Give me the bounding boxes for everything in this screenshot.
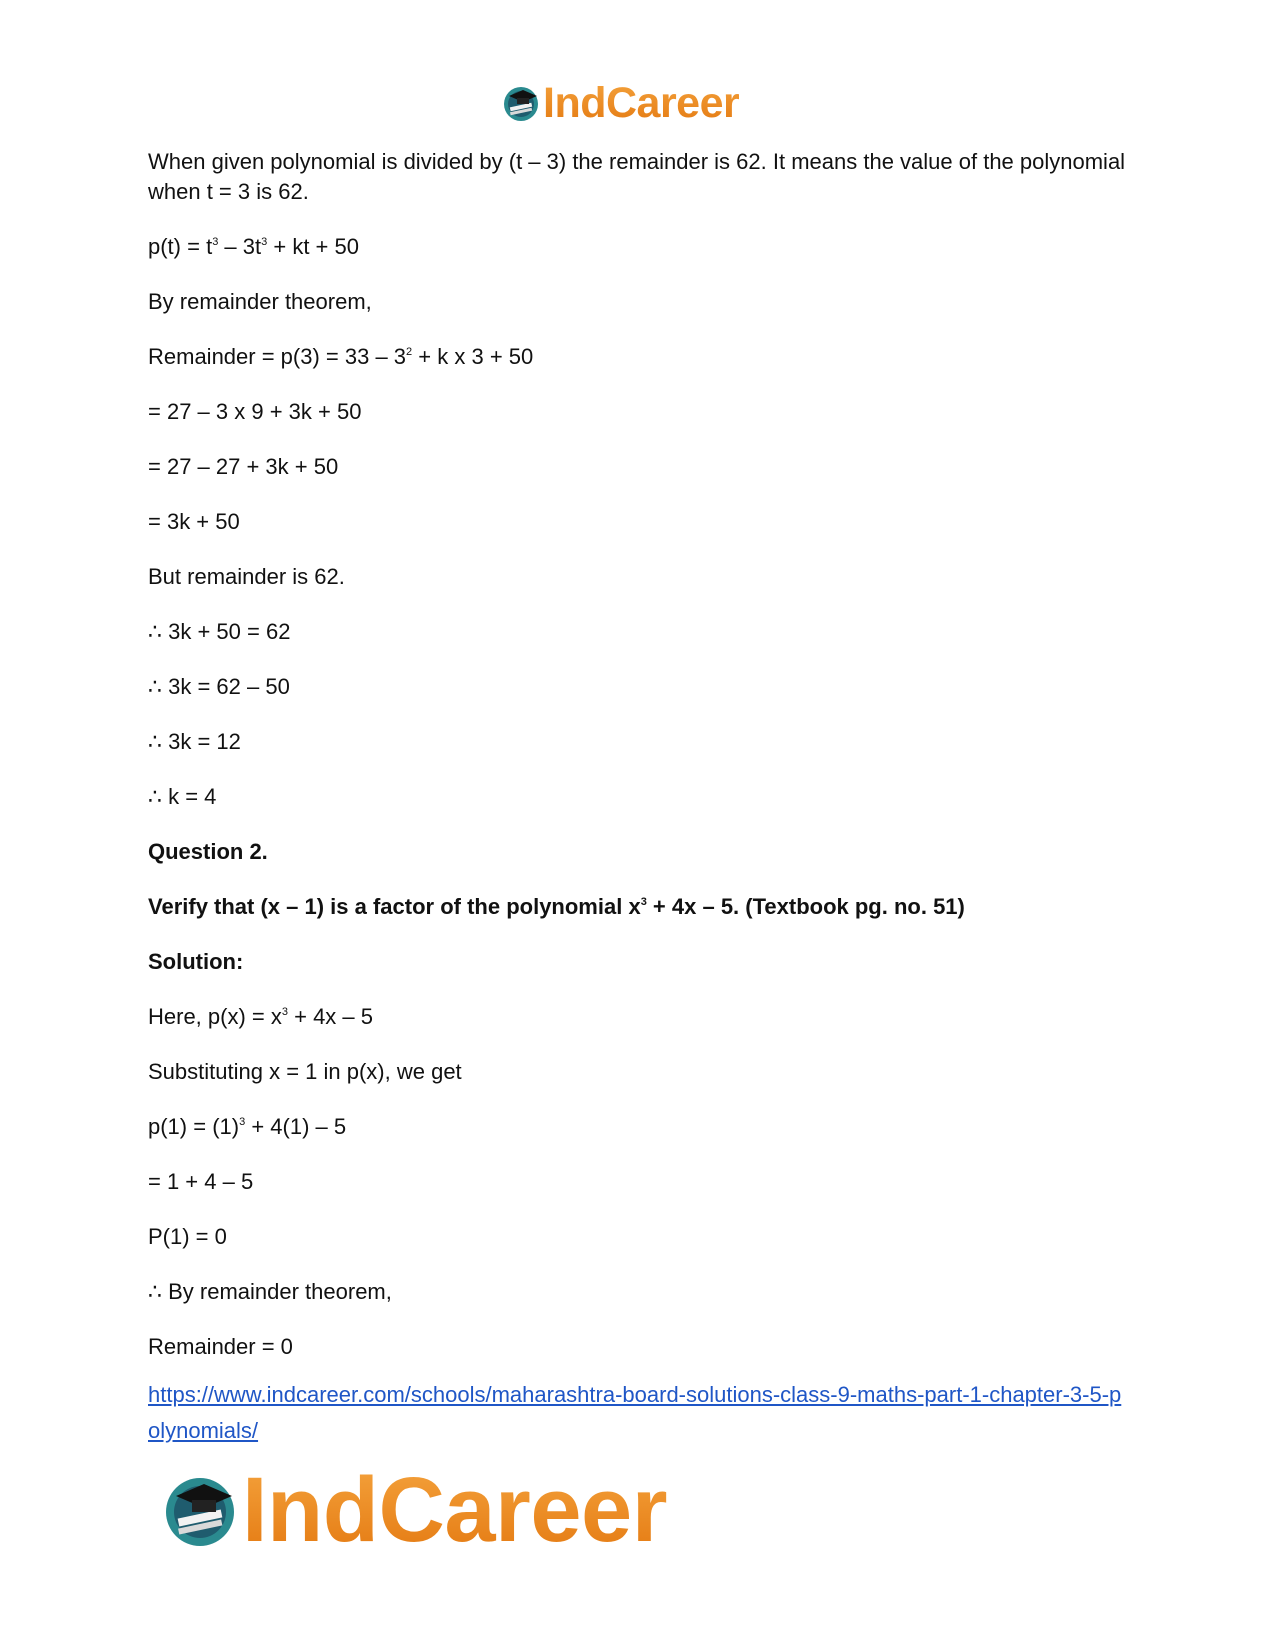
question-heading: Question 2. [148,839,268,864]
intro-paragraph: When given polynomial is divided by (t – 3) the remainder is 62. It means the value of the polynomial when t = 3 is 62. [148,149,1126,204]
brand-wordmark: IndCareer [543,79,740,127]
solution-heading: Solution: [148,949,244,974]
source-link[interactable]: https://www.indcareer.com/schools/maharashtra-board-solutions-class-9-maths-part-1-chapter-3-5-polynomials/ [148,1382,1122,1443]
step-text: But remainder is 62. [148,564,345,589]
solution-step: Substituting x = 1 in p(x), we get [148,1059,462,1084]
step-text: ∴ 3k + 50 = 62 [148,619,291,644]
solution-step: P(1) = 0 [148,1224,227,1249]
graduation-cap-book-icon [501,83,541,123]
polynomial-definition: $p(t) = t^3 - 3t^3$ + kt + 50 [148,234,359,259]
step-text: = 27 – 3 x 9 + 3k + 50 [148,399,362,424]
brand-wordmark: IndCareer [242,1459,667,1561]
document-body [148,147,1138,1449]
step-text: ∴ 3k = 12 [148,729,241,754]
solution-step: ∴ By remainder theorem, [148,1279,392,1304]
solution-step: Here, $p(x) = x^3 + 4x - 5$ [148,1004,374,1029]
step-text: ∴ k = 4 [148,784,217,809]
graduation-cap-book-icon [160,1470,240,1550]
solution-step: = 1 + 4 – 5 [148,1169,254,1194]
step-text: = 3k + 50 [148,509,240,534]
question-text: Verify that (x – 1) is a factor of the polynomial $x^3 + 4x - 5$. (Textbook pg. no. 51) [148,894,965,919]
step-text: ∴ 3k = 62 – 50 [148,674,290,699]
step-text: = 27 – 27 + 3k + 50 [148,454,339,479]
footer-logo [160,1459,667,1561]
header-logo [501,80,739,126]
step-text: By remainder theorem, [148,289,372,314]
remainder-equation: Remainder = $p(3) = 33 - 3^2 + k$ x 3 + 50 [148,344,534,369]
solution-step: Remainder = 0 [148,1334,293,1359]
solution-step: $p(1) = (1)^3 + 4(1) - 5$ [148,1114,347,1139]
